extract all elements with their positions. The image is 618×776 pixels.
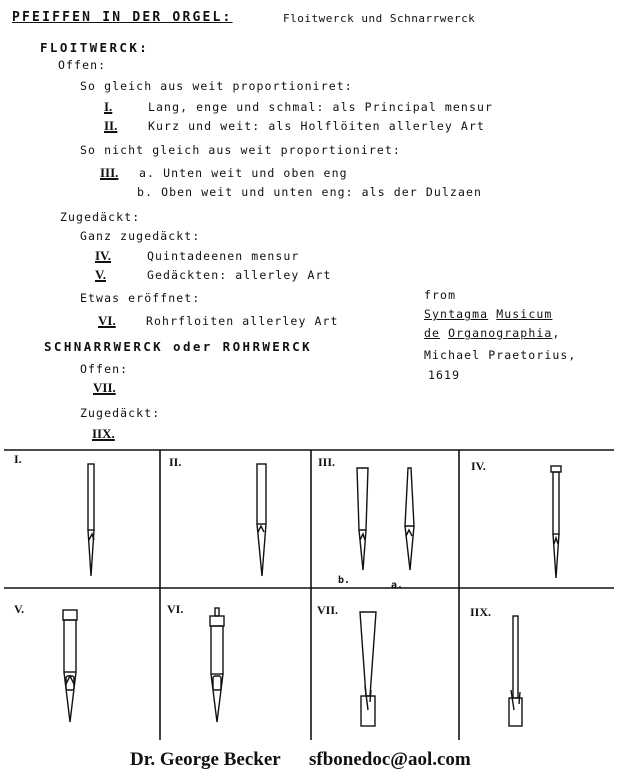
item-vi-text: Rohrfloiten allerley Art (146, 314, 339, 328)
item-iii-b-text: b. Oben weit und unten eng: als der Dulzaen (137, 185, 483, 199)
source-organographia: Organographia (448, 326, 553, 340)
pipe-v (63, 610, 77, 722)
source-musicum: Musicum (496, 307, 553, 321)
panel-iii-sublabel-b: b. (338, 575, 351, 586)
source-author: Michael Praetorius, (424, 348, 577, 362)
offen-label: Offen: (58, 58, 107, 72)
so-nicht-line: So nicht gleich aus weit proportioniret: (80, 143, 401, 157)
panel-label-vii: VII. (317, 603, 339, 617)
numeral-i: I. (104, 99, 113, 114)
numeral-vii: VII. (93, 380, 116, 395)
item-ii-text: Kurz und weit: als Holflöiten allerley Art (148, 119, 485, 133)
numeral-iii: III. (100, 165, 119, 180)
panel-label-i: I. (14, 452, 22, 466)
schnarr-zugedackt-label: Zugedäckt: (80, 406, 161, 420)
numeral-vi: VI. (98, 313, 116, 328)
source-de: de (424, 326, 441, 340)
item-v-text: Gedäckten: allerley Art (147, 268, 332, 282)
item-iii-a-text: a. Unten weit und oben eng (139, 166, 348, 180)
panel-label-ii: II. (169, 455, 182, 469)
panel-label-iv: IV. (471, 459, 486, 473)
source-syntagma: Syntagma (424, 307, 489, 321)
source-comma: , (552, 326, 561, 340)
floitwerck-heading: FLOITWERCK: (40, 40, 150, 55)
pipe-iix (509, 616, 522, 726)
numeral-iv: IV. (95, 248, 112, 263)
pipe-iv (551, 466, 561, 578)
footer-author: Dr. George Becker (130, 749, 281, 770)
footer-email[interactable]: sfbonedoc@aol.com (309, 749, 471, 770)
item-iv-text: Quintadeenen mensur (147, 249, 300, 263)
pipe-vi (210, 608, 224, 722)
pipe-iii-b (357, 468, 368, 570)
pipe-illustrations (0, 440, 618, 746)
page-title: PFEIFFEN IN DER ORGEL: (12, 10, 233, 25)
source-from: from (424, 288, 457, 302)
panel-label-iii: III. (318, 455, 336, 469)
pipe-vii (360, 612, 376, 726)
numeral-ii: II. (104, 118, 118, 133)
source-year: 1619 (428, 368, 461, 382)
item-i-text: Lang, enge und schmal: als Principal mensur (148, 100, 494, 114)
numeral-v: V. (95, 267, 106, 282)
panel-label-vi: VI. (167, 602, 184, 616)
panel-label-iix: IIX. (470, 605, 492, 619)
ganz-zugedackt-label: Ganz zugedäckt: (80, 229, 201, 243)
numeral-iix: IIX. (92, 426, 115, 441)
schnarr-offen-label: Offen: (80, 362, 129, 376)
so-gleich-line: So gleich aus weit proportioniret: (80, 79, 353, 93)
panel-iii-sublabel-a: a. (391, 580, 404, 591)
page-subtitle: Floitwerck und Schnarrwerck (283, 12, 476, 25)
pipe-iii-a (405, 468, 414, 570)
schnarrwerck-heading: SCHNARRWERCK oder ROHRWERCK (44, 339, 312, 354)
pipe-ii (257, 464, 266, 576)
panel-label-v: V. (14, 602, 25, 616)
zugedackt-label: Zugedäckt: (60, 210, 141, 224)
etwas-eroffnet-label: Etwas eröffnet: (80, 291, 201, 305)
source-book-line-2 (424, 326, 560, 340)
pipe-i (88, 464, 94, 576)
source-book-line-1 (424, 307, 552, 321)
